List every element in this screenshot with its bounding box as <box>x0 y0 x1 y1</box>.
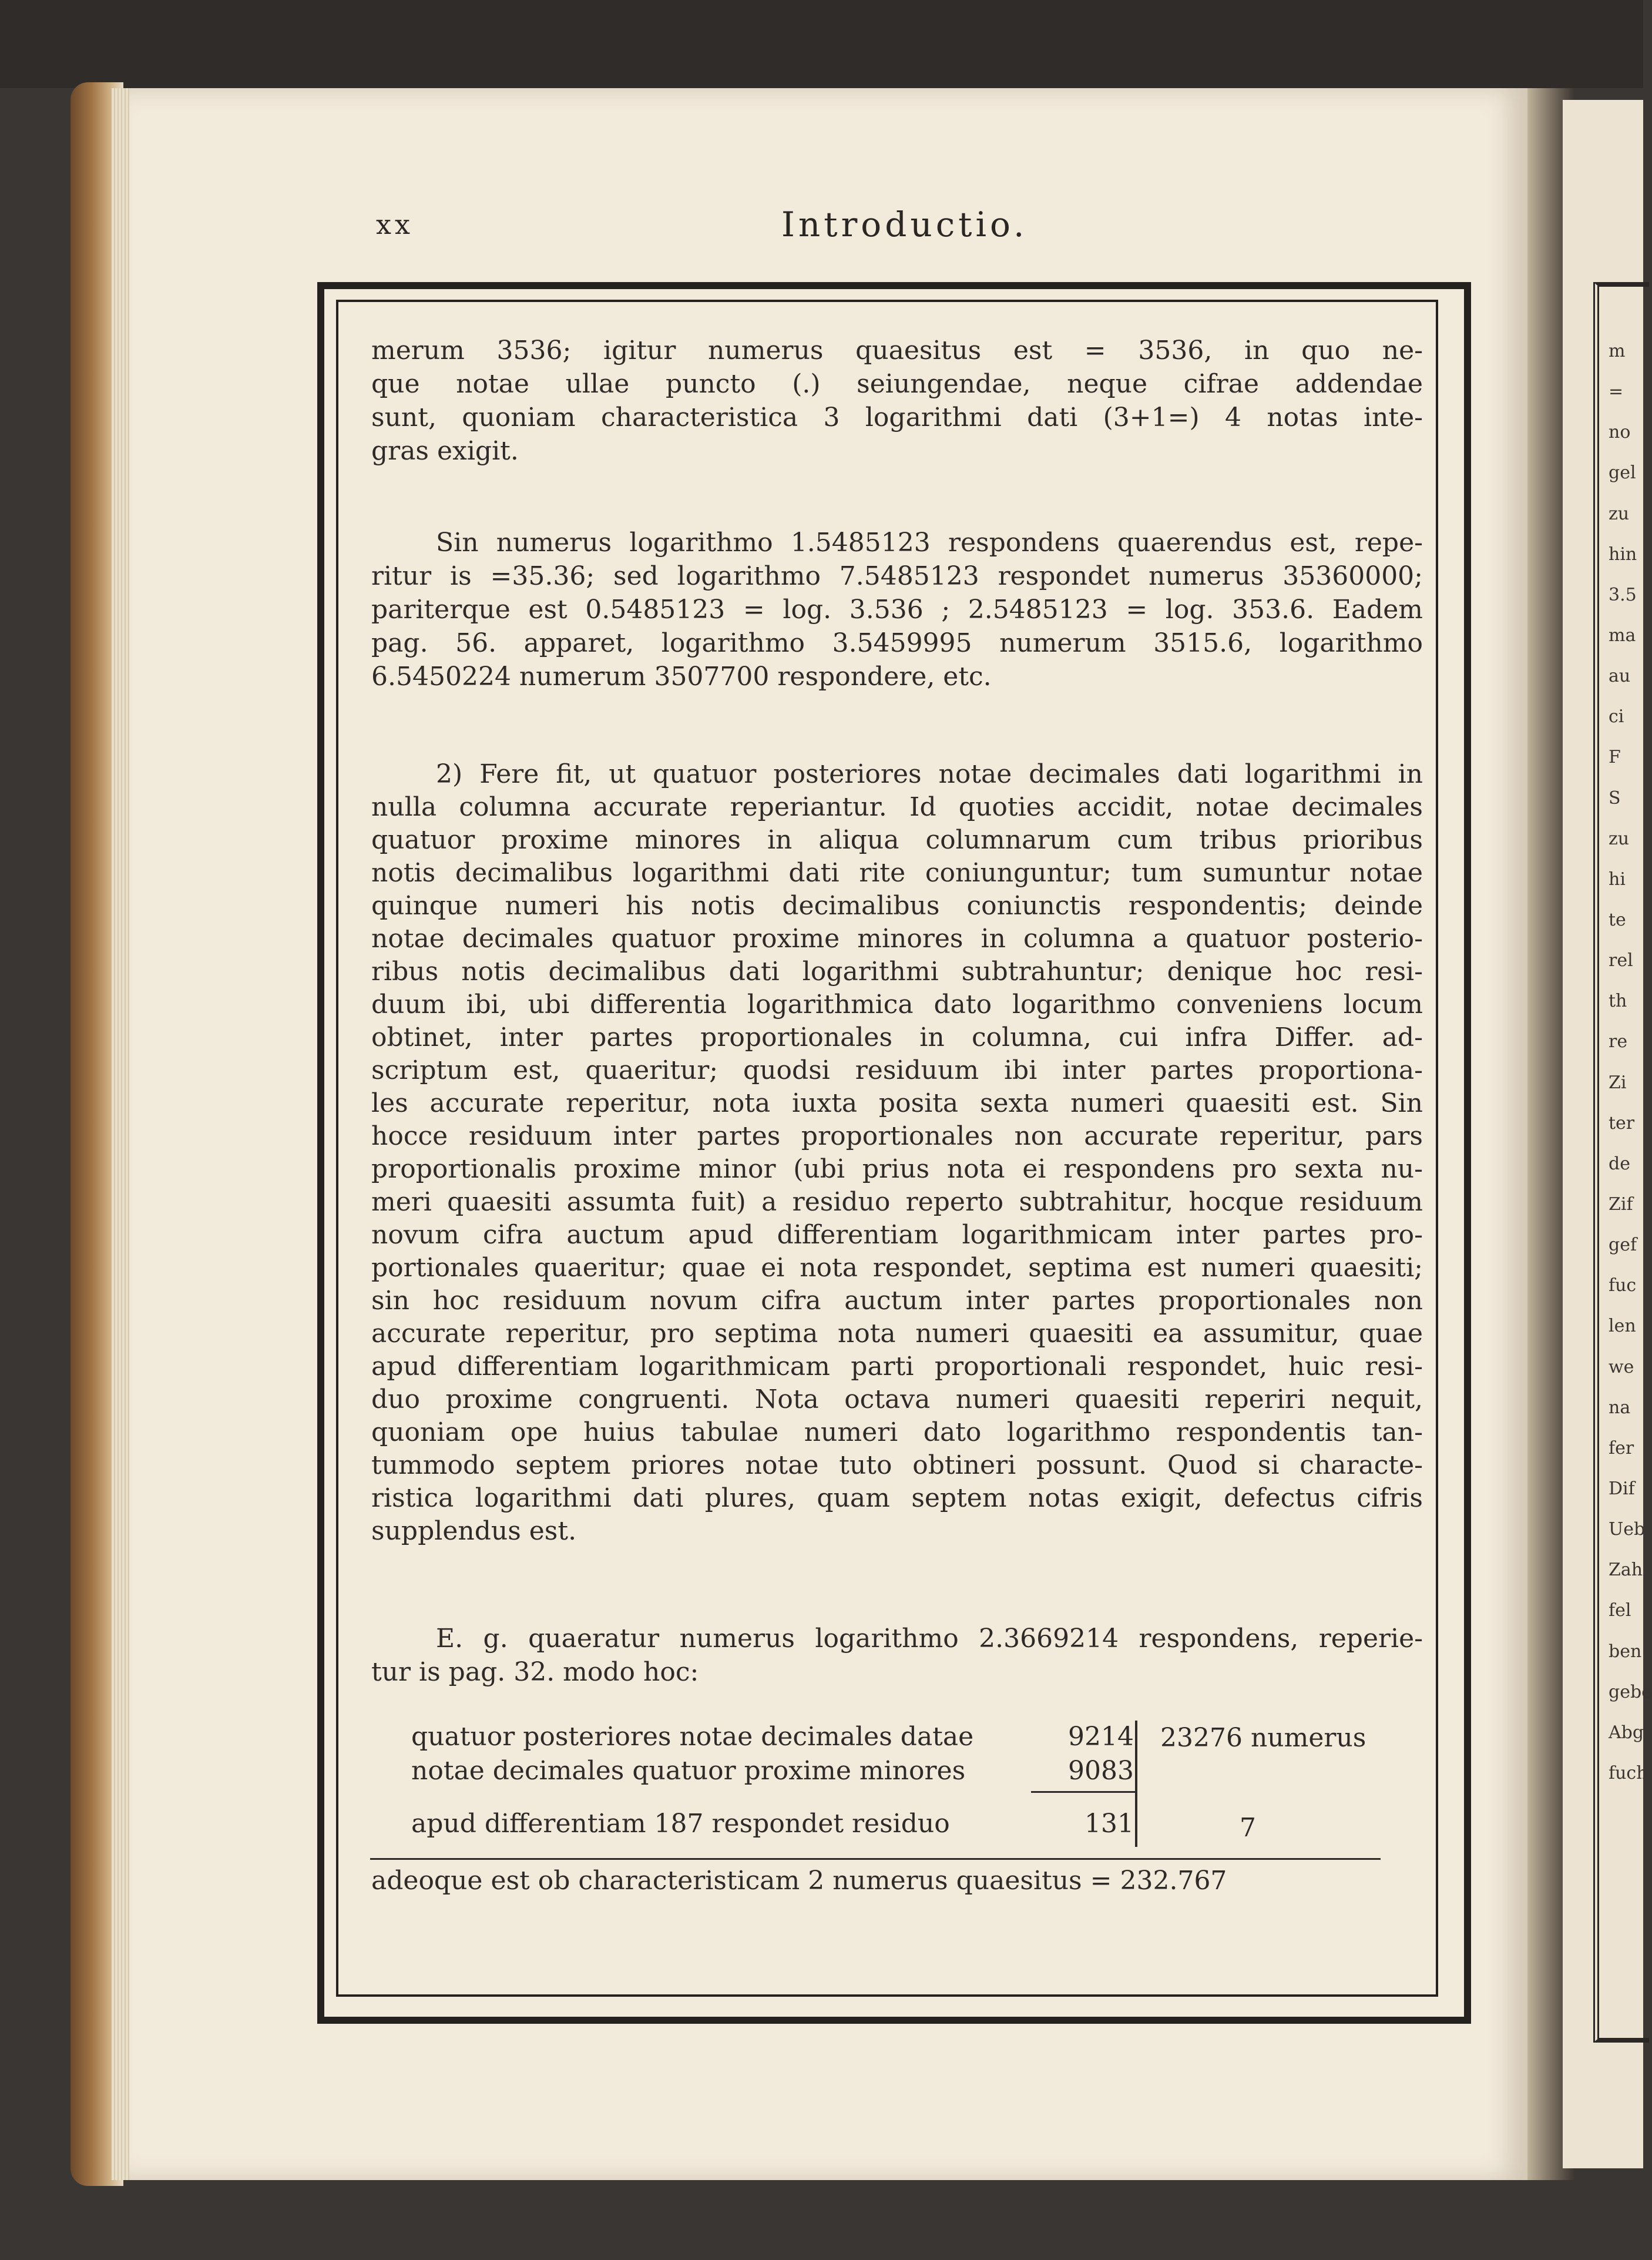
scan-background <box>0 0 1643 88</box>
text-line: Sin numerus logarithmo 1.5485123 respondens quaerendus est, repe- <box>436 528 1423 558</box>
text-line: tur is pag. 32. modo hoc: <box>371 1657 699 1687</box>
text-line: novum cifra auctum apud differentiam logarithmicam inter partes pro- <box>371 1220 1423 1250</box>
facing-page-fragment: te <box>1609 910 1626 930</box>
facing-page-fragment: fuc <box>1609 1275 1637 1296</box>
text-line: portionales quaeritur; quae ei nota respondet, septima est numeri quaesiti; <box>371 1253 1423 1283</box>
facing-page-fragment: Zi <box>1609 1072 1627 1093</box>
calc-label: apud differentiam 187 respondet residuo <box>411 1809 950 1839</box>
facing-page-fragment: ter <box>1609 1113 1635 1134</box>
text-line: nulla columna accurate reperiantur. Id quoties accidit, notae decimales <box>371 792 1423 822</box>
calc-value: 9083 <box>1068 1756 1134 1786</box>
text-line: quatuor proxime minores in aliqua columnarum cum tribus prioribus <box>371 825 1423 855</box>
calc-value: 9214 <box>1068 1722 1134 1752</box>
facing-page-fragment: fel <box>1609 1600 1631 1621</box>
facing-page-fragment: hin <box>1609 544 1637 565</box>
text-line: obtinet, inter partes proportionales in columna, cui infra Differ. ad- <box>371 1022 1423 1052</box>
facing-page-fragment: ma <box>1609 625 1636 646</box>
facing-page-fragment: th <box>1609 991 1627 1011</box>
text-line: tummodo septem priores notae tuto obtineri possunt. Quod si characte- <box>371 1450 1423 1480</box>
facing-page-fragment: = <box>1609 381 1624 402</box>
facing-page-fragment: de <box>1609 1154 1630 1174</box>
text-line: supplendus est. <box>371 1516 577 1546</box>
facing-page-fragment: na <box>1609 1397 1631 1418</box>
text-line: proportionalis proxime minor (ubi prius nota ei respondens pro sexta nu- <box>371 1154 1423 1184</box>
facing-page-fragment: gef <box>1609 1235 1637 1255</box>
text-line: quoniam ope huius tabulae numeri dato logarithmo respondentis tan- <box>371 1417 1423 1447</box>
text-line: apud differentiam logarithmicam parti proportionali respondet, huic resi- <box>371 1352 1423 1382</box>
paragraph-1 <box>371 334 1423 468</box>
calc-value: 131 <box>1084 1809 1134 1839</box>
text-line: meri quaesiti assumta fuit) a residuo reperto subtrahitur, hocque residuum <box>371 1187 1423 1217</box>
facing-page-fragment: len <box>1609 1316 1636 1336</box>
facing-page-fragment: Abg <box>1609 1722 1644 1743</box>
facing-page-fragment: Zif <box>1609 1194 1633 1215</box>
text-line: E. g. quaeratur numerus logarithmo 2.3669214 respondens, reperie- <box>436 1624 1423 1654</box>
conclusion-line: adeoque est ob characteristicam 2 numerus quaesitus = 232.767 <box>371 1866 1227 1896</box>
text-line: duum ibi, ubi differentia logarithmica dato logarithmo conveniens locum <box>371 990 1423 1020</box>
running-title: Introductio. <box>781 204 1028 244</box>
text-line: ribus notis decimalibus dati logarithmi subtrahuntur; denique hoc resi- <box>371 957 1423 987</box>
text-line: sunt, quoniam characteristica 3 logarithmi dati (3+1=) 4 notas inte- <box>371 403 1423 432</box>
facing-page-fragment: rel <box>1609 950 1633 971</box>
paragraph-2 <box>371 526 1423 693</box>
text-line: sin hoc residuum novum cifra auctum inter partes proportionales non <box>371 1286 1423 1316</box>
facing-page-fragment: we <box>1609 1357 1634 1377</box>
calc-result-number: 23276 numerus <box>1160 1723 1366 1753</box>
calc-label: notae decimales quatuor proxime minores <box>411 1756 966 1786</box>
text-line: merum 3536; igitur numerus quaesitus est = 3536, in quo ne- <box>371 336 1423 366</box>
facing-page-fragment: gebe <box>1609 1682 1652 1702</box>
text-line: gras exigit. <box>371 436 519 466</box>
facing-page-fragment: fer <box>1609 1438 1634 1458</box>
facing-page-fragment: zu <box>1609 829 1630 849</box>
facing-page-fragment: Ueb <box>1609 1519 1646 1540</box>
text-line: pariterque est 0.5485123 = log. 3.536 ; 2.5485123 = log. 353.6. Eadem <box>371 595 1423 625</box>
text-line: 2) Fere fit, ut quatuor posteriores notae decimales dati logarithmi in <box>436 759 1423 789</box>
calc-result-digit: 7 <box>1240 1813 1256 1843</box>
text-line: que notae ullae puncto (.) seiungendae, neque cifrae addendae <box>371 369 1423 399</box>
text-line: les accurate reperitur, nota iuxta posita sexta numeri quaesiti est. Sin <box>371 1088 1423 1118</box>
facing-page-fragment: fuch <box>1609 1763 1648 1783</box>
text-line: pag. 56. apparet, logarithmo 3.5459995 numerum 3515.6, logarithmo <box>371 628 1423 658</box>
facing-page-fragment: no <box>1609 422 1631 442</box>
facing-page-fragment: 3.5 <box>1609 585 1637 605</box>
paragraph-4 <box>371 1622 1423 1689</box>
text-line: ritur is =35.36; sed logarithmo 7.5485123 respondet numerus 35360000; <box>371 561 1423 591</box>
facing-page-fragment: re <box>1609 1031 1628 1052</box>
text-line: notae decimales quatuor proxime minores in columna a quatuor posterio- <box>371 924 1423 954</box>
facing-page-fragment: au <box>1609 666 1631 686</box>
facing-page-fragment: Zah <box>1609 1560 1643 1580</box>
facing-page-fragment: S <box>1609 788 1621 809</box>
calc-label: quatuor posteriores notae decimales datae <box>411 1722 974 1752</box>
facing-page-fragment: gel <box>1609 462 1636 483</box>
text-line: scriptum est, quaeritur; quodsi residuum ibi inter partes proportiona- <box>371 1055 1423 1085</box>
text-line: duo proxime congruenti. Nota octava numeri quaesiti reperiri nequit, <box>371 1384 1423 1414</box>
facing-page-fragment: ci <box>1609 706 1624 727</box>
text-line: ristica logarithmi dati plures, quam septem notas exigit, defectus cifris <box>371 1483 1423 1513</box>
column-divider <box>1135 1721 1137 1847</box>
result-rule <box>370 1858 1381 1860</box>
facing-page-fragment: hi <box>1609 869 1626 890</box>
facing-page-fragment: F <box>1609 747 1621 767</box>
text-line: notis decimalibus logarithmi dati rite coniunguntur; tum sumuntur notae <box>371 858 1423 888</box>
text-line: 6.5450224 numerum 3507700 respondere, etc. <box>371 662 992 692</box>
subtraction-rule <box>1031 1791 1137 1793</box>
facing-page-fragment: m <box>1609 341 1626 361</box>
facing-page-fragment: ben <box>1609 1641 1642 1662</box>
text-line: quinque numeri his notis decimalibus coniunctis respondentis; deinde <box>371 891 1423 921</box>
paragraph-3 <box>371 758 1423 1548</box>
facing-page-fragment: zu <box>1609 504 1630 524</box>
facing-page-fragment: Dif <box>1609 1478 1635 1499</box>
page-number: xx <box>376 209 414 240</box>
text-line: hocce residuum inter partes proportionales non accurate reperitur, pars <box>371 1121 1423 1151</box>
text-line: accurate reperitur, pro septima nota numeri quaesiti ea assumitur, quae <box>371 1319 1423 1349</box>
